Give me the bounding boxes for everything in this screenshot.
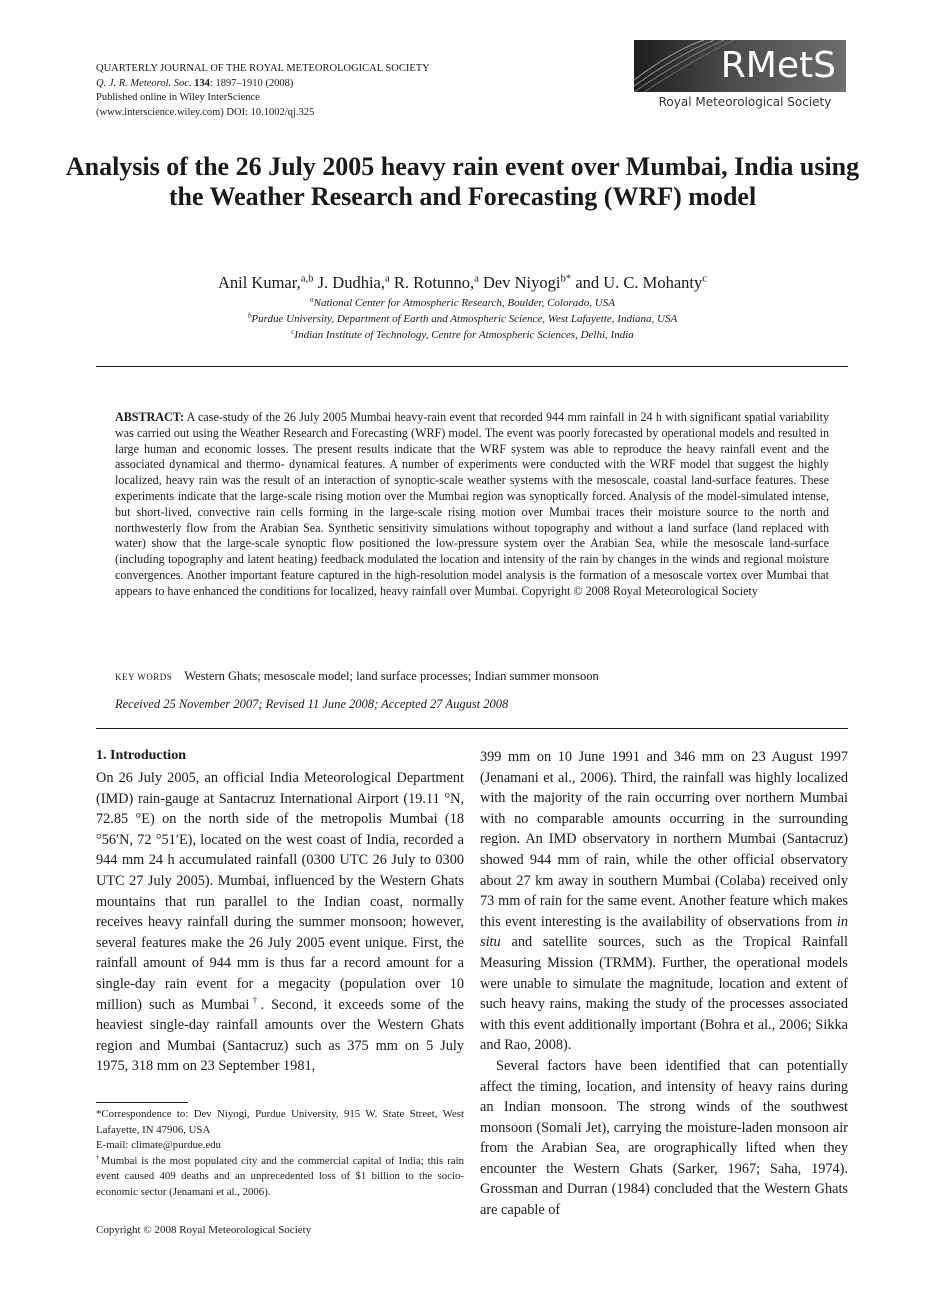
dagger-footnote: †Mumbai is the most populated city and the commercial capital of India; this rain event caused 409 deaths and an unprecedented loss of $1 billion to the socio-economic sector (Jenamani et al., 2006). (96, 1153, 464, 1198)
section-heading: 1. Introduction (96, 748, 186, 763)
citation-line (96, 77, 616, 92)
author: and U. C. Mohanty$^c$ (571, 272, 708, 292)
rmets-logo (634, 40, 848, 118)
abstract-label: ABSTRACT: (115, 410, 184, 424)
author: Dev Niyogi$^{b*}$ (478, 272, 572, 292)
published-line: Published online in Wiley InterScience (96, 92, 260, 103)
journal-name: QUARTERLY JOURNAL OF THE ROYAL METEOROLOGICAL SOCIETY (96, 63, 430, 74)
abstract (115, 410, 829, 600)
logo-subtitle: Royal Meteorological Society (658, 95, 832, 109)
affiliation-b: $^b$Purdue University, Department of Earth and Atmospheric Science, West Lafayette, Indiana, USA (247, 311, 678, 325)
footnote-divider (96, 1102, 188, 1103)
author: R. Rotunno,$^a$ (389, 272, 479, 292)
logo-banner (634, 40, 846, 92)
intro-paragraph-2: Several factors have been identified that can potentially affect the timing, location, and intensity of heavy rains during an Indian monsoon. The strong winds of the southwest monsoon (Somali Jet), carrying the moisture-laden monsoon air from the Arabian Sea, are orographically lifted when they encounter the Western Ghats (Sarker, 1967; Saha, 1974). Grossman and Durran (1984) concluded that the Western Ghats are capable of (480, 1057, 848, 1219)
intro-paragraph-1-cont: 399 mm on 10 June 1991 and 346 mm on 23 August 1997 (Jenamani et al., 2006). Third, the rainfall was highly localized with the majority of the rain occurring over northern Mumbai with no comparable amounts occurring in the surrounding region. An IMD observatory in northern Mumbai (Santacruz) showed 944 mm of rain, while the other official observatory about 27 km away in southern Mumbai (Colaba) received only 73 mm of rain for the same event. Another feature which makes this event interesting is the availability of observations from in situ and satellite sources, such as the Tropical Rainfall Measuring Mission (TRMM). Further, the operational models were unable to simulate the magnitude, location and extent of such heavy rains, making the study of the processes associated with this event additionally important (Bohra et al., 2006; Sikka and Rao, 2008). (480, 749, 848, 1054)
logo-text: RMetS (720, 45, 836, 86)
paper-title: Analysis of the 26 July 2005 heavy rain event over Mumbai, India using the Weather Research and Forecasting (WRF) model (65, 152, 860, 211)
correspondence-footnote: *Correspondence to: Dev Niyogi, Purdue University, 915 W. State Street, West Lafayette, IN 47906, USA (96, 1108, 464, 1136)
doi-line: (www.interscience.wiley.com) DOI: 10.1002/qj.325 (96, 106, 315, 118)
keywords-text: Western Ghats; mesoscale model; land surface processes; Indian summer monsoon (184, 669, 599, 683)
author-list (60, 272, 865, 294)
header-divider (96, 366, 848, 367)
citation-pages: : 1897–1910 (2008) (209, 77, 294, 89)
keywords (115, 669, 829, 684)
journal-header (96, 62, 616, 120)
right-column (480, 747, 848, 1221)
affiliation-a: $^a$National Center for Atmospheric Research, Boulder, Colorado, USA (310, 295, 615, 309)
keywords-label: KEY WORDS (115, 672, 173, 682)
received-dates: Received 25 November 2007; Revised 11 June 2008; Accepted 27 August 2008 (115, 697, 509, 711)
footnotes (96, 1107, 464, 1201)
affiliation-c: $^c$Indian Institute of Technology, Centre for Atmospheric Sciences, Delhi, India (291, 327, 634, 341)
intro-paragraph-1: On 26 July 2005, an official India Meteorological Department (IMD) rain-gauge at Santacruz International Airport (19.11 °N, 72.85 °E) on the north side of the metropolis Mumbai (18 °56′N, 72 °51′E), located on the west coast of India, recorded a 944 mm 24 h accumulated rainfall (0300 UTC 26 July to 0300 UTC 27 July 2005). Mumbai, influenced by the Western Ghats mountains that run parallel to the Indian coast, normally receives heavy rainfall during the summer monsoon; however, several features make the 26 July 2005 event unique. First, the rainfall amount of 944 mm is thus far a record amount for a single-day rain event for a megacity (population over 10 million) such as Mumbai†. Second, it exceeds some of the heaviest single-day rainfall amounts over the Western Ghats region and Mumbai (Santacruz) such as 375 mm on 5 July 1975, 318 mm on 23 September 1981, (96, 770, 464, 1075)
citation-abbrev: Q. J. R. Meteorol. Soc. (96, 77, 192, 89)
author: J. Dudhia,$^a$ (313, 272, 390, 292)
citation-volume: 134 (194, 77, 210, 89)
left-column (96, 768, 464, 1077)
abstract-divider (96, 728, 848, 729)
copyright-footer: Copyright © 2008 Royal Meteorological Society (96, 1224, 312, 1236)
email-footnote: E-mail: climate@purdue.edu (96, 1139, 222, 1152)
abstract-text: A case-study of the 26 July 2005 Mumbai heavy-rain event that recorded 944 mm rainfall in 24 h with significant spatial variability was carried out using the Weather Research and Forecasting (WRF) model. The event was poorly forecasted by operational models and resulted in large human and economic losses. The present results indicate that the WRF system was able to reproduce the heavy rainfall event and the associated dynamical and thermo- dynamical features. A number of experiments were conducted with the WRF model that suggest the highly localized, heavy rain was the result of an interaction of synoptic-scale weather systems with the mesoscale, coastal land-surface features. These experiments indicate that the large-scale rising motion over the Mumbai region was synoptically forced. Analysis of the model-simulated intense, but short-lived, convective rain cells forming in the large-scale rising motion over Mumbai traces their moisture source to the north and northwesterly flow from the Arabian Sea. Synthetic sensitivity simulations without topography and without a land surface (land replaced with water) show that the large-scale synoptic flow positioned the low-pressure system over the Arabian Sea, while the mesoscale land-surface (including topography and latent heating) feedback modulated the location and intensity of the rain by changes in the winds and regional moisture convergences. Another important feature captured in the high-resolution model analysis is the formation of a mesoscale vortex over Mumbai that appears to have enhanced the conditions for localized, heavy rainfall over Mumbai. Copyright © 2008 Royal Meteorological Society (115, 410, 829, 598)
author: Anil Kumar,$^{a,b}$ (217, 272, 314, 292)
